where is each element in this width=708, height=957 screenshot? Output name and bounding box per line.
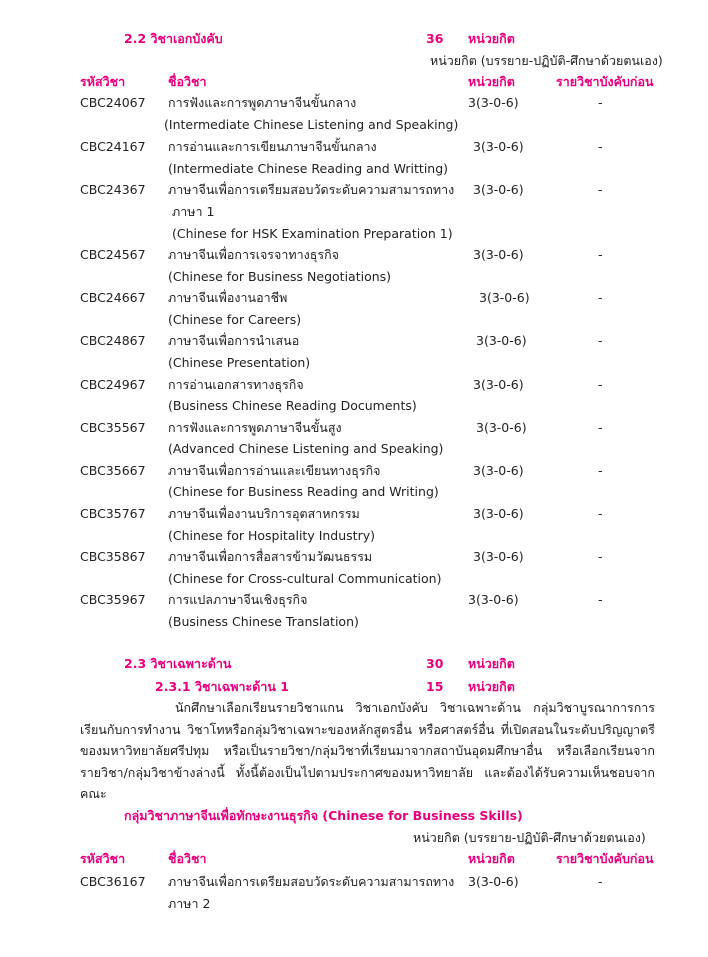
course-name-th: การแปลภาษาจีนเชิงธุรกิจ: [168, 592, 308, 607]
course-name-th-line2: ภาษา 1: [172, 204, 215, 219]
course-prereq: -: [598, 592, 603, 607]
header-code-2: รหัสวิชา: [80, 851, 126, 866]
course-code: CBC35767: [80, 506, 146, 521]
section-2-2-unit: หน่วยกิต: [468, 31, 515, 46]
course-name-en: (Business Chinese Reading Documents): [168, 398, 417, 413]
course-prereq: -: [598, 420, 603, 435]
section-2-3-1-unit: หน่วยกิต: [468, 679, 515, 694]
course-credit: 3(3-0-6): [479, 290, 530, 305]
course-code: CBC36167: [80, 874, 146, 889]
header-name-2: ชื่อวิชา: [168, 851, 207, 866]
course-credit: 3(3-0-6): [473, 377, 524, 392]
header-name: ชื่อวิชา: [168, 74, 207, 89]
course-code: CBC24967: [80, 377, 146, 392]
course-credit: 3(3-0-6): [476, 420, 527, 435]
course-name-en: (Chinese Presentation): [168, 355, 311, 370]
course-name-en: (Chinese for Hospitality Industry): [168, 528, 375, 543]
course-code: CBC24867: [80, 333, 146, 348]
course-code: CBC24167: [80, 139, 146, 154]
course-credit: 3(3-0-6): [468, 592, 519, 607]
course-name-en: (Advanced Chinese Listening and Speaking): [168, 441, 444, 456]
course-code: CBC24367: [80, 182, 146, 197]
section-2-3-1-credits: 15: [426, 679, 444, 694]
course-code: CBC35567: [80, 420, 146, 435]
course-prereq: -: [598, 95, 603, 110]
course-prereq: -: [598, 377, 603, 392]
section-2-2-credits: 36: [426, 31, 444, 46]
course-credit: 3(3-0-6): [473, 549, 524, 564]
course-name-en: (Chinese for Business Negotiations): [168, 269, 392, 284]
course-name-th: การอ่านเอกสารทางธุรกิจ: [168, 377, 304, 392]
course-prereq: -: [598, 182, 603, 197]
section-2-3-unit: หน่วยกิต: [468, 656, 515, 671]
course-name-en: (Chinese for Careers): [168, 312, 302, 327]
course-name-en: (Intermediate Chinese Listening and Speaking): [164, 117, 459, 132]
section-2-3-1-title: 2.3.1 วิชาเฉพาะด้าน 1: [155, 679, 289, 694]
course-code: CBC35667: [80, 463, 146, 478]
course-name-th: การอ่านและการเขียนภาษาจีนขั้นกลาง: [168, 139, 377, 154]
course-name-en: (Chinese for Business Reading and Writing): [168, 484, 439, 499]
credit-note: หน่วยกิต (บรรยาย-ปฏิบัติ-ศึกษาด้วยตนเอง): [430, 53, 663, 68]
course-name-th-line2: ภาษา 2: [168, 896, 211, 911]
group-title: กลุ่มวิชาภาษาจีนเพื่อทักษะงานธุรกิจ (Chinese for Business Skills): [124, 808, 523, 823]
course-credit: 3(3-0-6): [473, 463, 524, 478]
course-prereq: -: [598, 333, 603, 348]
course-name-th: ภาษาจีนเพื่อการอ่านและเขียนทางธุรกิจ: [168, 463, 381, 478]
section-2-3-credits: 30: [426, 656, 444, 671]
course-credit: 3(3-0-6): [468, 874, 519, 889]
course-name-th: ภาษาจีนเพื่อการเตรียมสอบวัดระดับความสามารถทาง: [168, 874, 455, 889]
header-credit-2: หน่วยกิต: [468, 851, 515, 866]
course-name-th: ภาษาจีนเพื่อการสื่อสารข้ามวัฒนธรรม: [168, 549, 373, 564]
course-name-en: (Chinese for HSK Examination Preparation 1): [172, 226, 453, 241]
header-code: รหัสวิชา: [80, 74, 126, 89]
header-prereq-2: รายวิชาบังคับก่อน: [556, 851, 654, 866]
course-code: CBC24567: [80, 247, 146, 262]
course-name-en: (Business Chinese Translation): [168, 614, 359, 629]
course-credit: 3(3-0-6): [473, 506, 524, 521]
course-name-en: (Chinese for Cross-cultural Communication): [168, 571, 442, 586]
course-name-th: ภาษาจีนเพื่อการเจรจาทางธุรกิจ: [168, 247, 339, 262]
course-credit: 3(3-0-6): [476, 333, 527, 348]
course-credit: 3(3-0-6): [468, 95, 519, 110]
section-2-2-title: 2.2 วิชาเอกบังคับ: [124, 31, 223, 46]
course-prereq: -: [598, 506, 603, 521]
course-credit: 3(3-0-6): [473, 247, 524, 262]
course-name-th: ภาษาจีนเพื่อการเตรียมสอบวัดระดับความสามารถทาง: [168, 182, 455, 197]
section-2-3-title: 2.3 วิชาเฉพาะด้าน: [124, 656, 232, 671]
course-name-en: (Intermediate Chinese Reading and Writting): [168, 161, 449, 176]
course-name-th: ภาษาจีนเพื่องานบริการอุตสาหกรรม: [168, 506, 360, 521]
header-credit: หน่วยกิต: [468, 74, 515, 89]
course-prereq: -: [598, 874, 603, 889]
course-code: CBC24067: [80, 95, 146, 110]
course-name-th: การฟังและการพูดภาษาจีนขั้นกลาง: [168, 95, 357, 110]
course-prereq: -: [598, 139, 603, 154]
course-prereq: -: [598, 549, 603, 564]
course-credit: 3(3-0-6): [473, 139, 524, 154]
elective-paragraph: นักศึกษาเลือกเรียนรายวิชาแกน วิชาเอกบังคับ วิชาเฉพาะด้าน กลุ่มวิชาบูรณาการการเรียนกับการทำงาน วิชาโทหรือกลุ่มวิชาเฉพาะของหลักสูตรอื่น หรือศาสตร์อื่น ที่เปิดสอนในระดับปริญญาตรีของมหาวิทยาลัยศรีปทุม หรือเป็นรายวิชา/กลุ่มวิชาที่เรียนมาจากสถาบันอุดมศึกษาอื่น หรือเลือกเรียนจากรายวิชา/กลุ่มวิชาข้างล่างนี้ ทั้งนี้ต้องเป็นไปตามประกาศของมหาวิทยาลัย และต้องได้รับความเห็นชอบจากคณะ: [80, 700, 655, 801]
course-prereq: -: [598, 290, 603, 305]
course-prereq: -: [598, 463, 603, 478]
course-code: CBC35867: [80, 549, 146, 564]
course-prereq: -: [598, 247, 603, 262]
header-prereq: รายวิชาบังคับก่อน: [556, 74, 654, 89]
credit-note-2: หน่วยกิต (บรรยาย-ปฏิบัติ-ศึกษาด้วยตนเอง): [413, 830, 646, 845]
course-code: CBC35967: [80, 592, 146, 607]
course-name-th: การฟังและการพูดภาษาจีนขั้นสูง: [168, 420, 342, 435]
course-name-th: ภาษาจีนเพื่องานอาชีพ: [168, 290, 288, 305]
course-code: CBC24667: [80, 290, 146, 305]
course-name-th: ภาษาจีนเพื่อการนำเสนอ: [168, 333, 300, 348]
course-credit: 3(3-0-6): [473, 182, 524, 197]
